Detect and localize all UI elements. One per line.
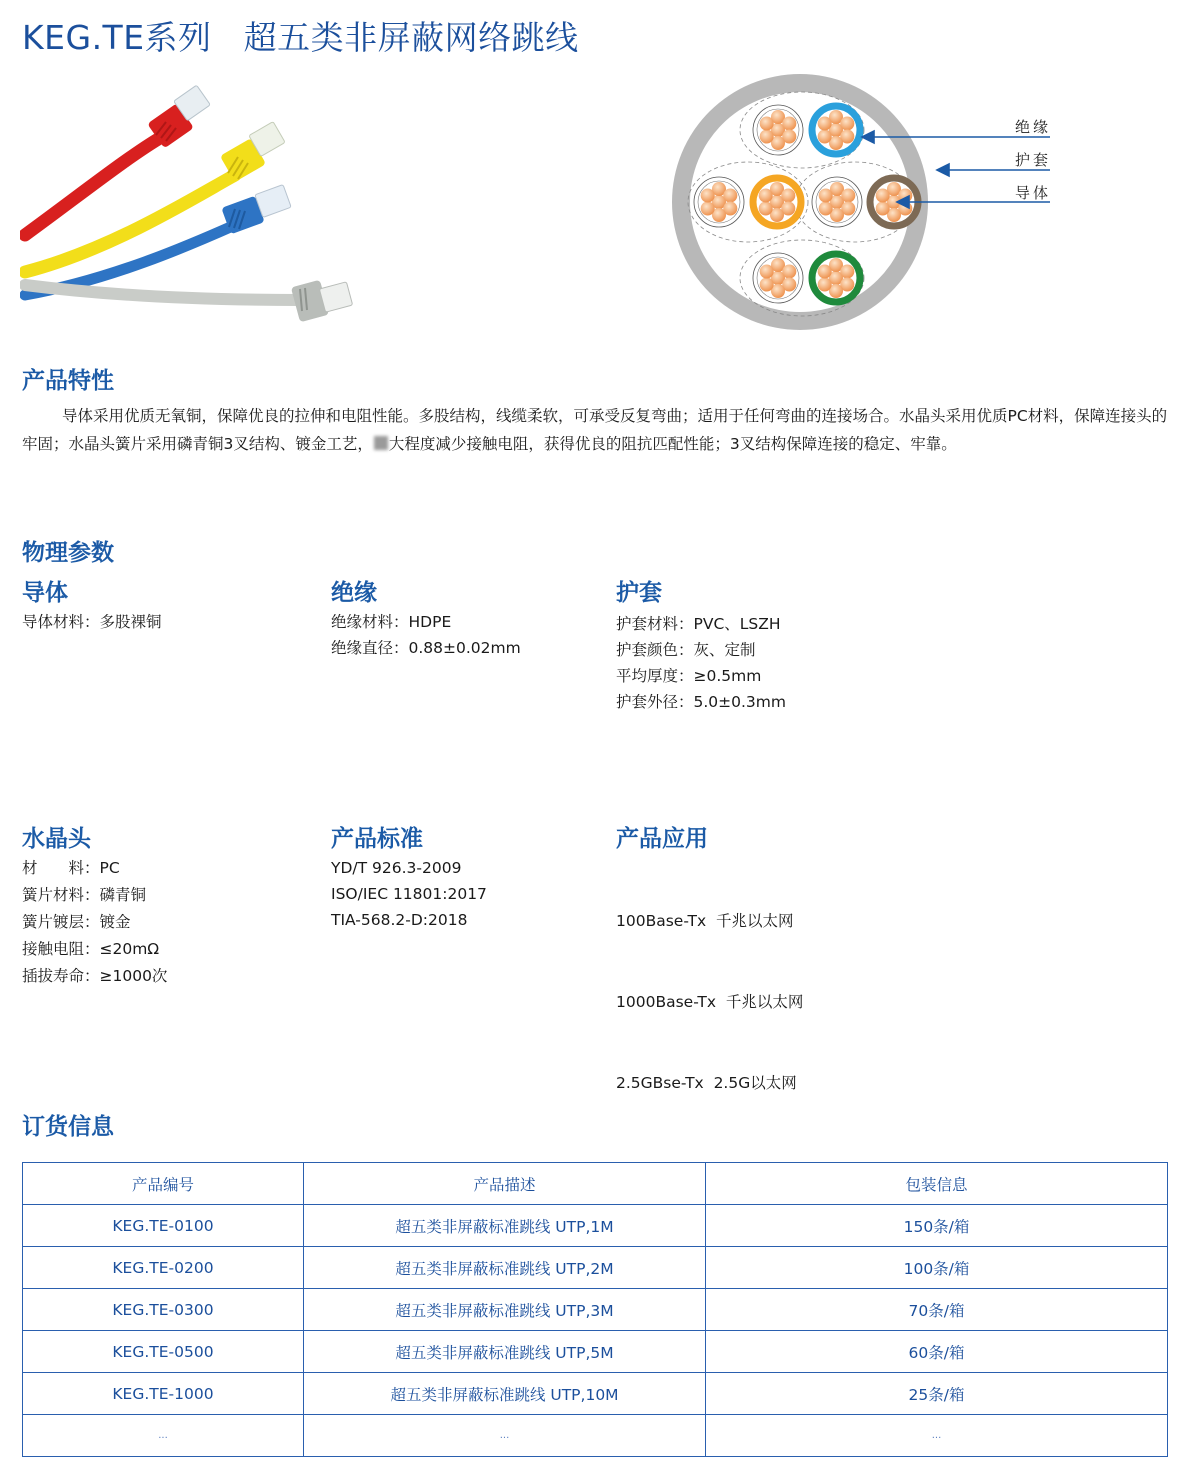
plug-specs xyxy=(22,855,167,990)
applications-list xyxy=(616,856,803,1125)
packaging-cell: 60条/箱 xyxy=(706,1331,1168,1373)
description-cell: 超五类非屏蔽标准跳线 UTP,10M xyxy=(304,1373,706,1415)
page-title xyxy=(22,12,579,59)
ellipsis-cell: ... xyxy=(706,1415,1168,1457)
table-row xyxy=(23,1289,1168,1331)
application-item: 2.5GBse-Tx 2.5G以太网 xyxy=(616,1074,797,1092)
packaging-cell: 70条/箱 xyxy=(706,1289,1168,1331)
spec-item: 护套外径：5.0±0.3mm xyxy=(616,693,786,711)
spec-item: 护套颜色：灰、定制 xyxy=(616,641,756,659)
spec-item: 材 料：PC xyxy=(22,859,120,877)
conductor-heading: 导体 xyxy=(22,580,68,606)
series-name: KEG.TE系列 xyxy=(22,18,212,57)
redacted-mark xyxy=(374,436,388,450)
column-header-packaging: 包装信息 xyxy=(706,1163,1168,1205)
cable-cross-section-diagram xyxy=(660,60,1080,350)
spec-item: 插拔寿命：≥1000次 xyxy=(22,967,168,985)
table-row xyxy=(23,1373,1168,1415)
spec-item: 簧片镀层：镀金 xyxy=(22,913,131,931)
table-header-row xyxy=(23,1163,1168,1205)
packaging-cell: 150条/箱 xyxy=(706,1205,1168,1247)
column-header-part-number: 产品编号 xyxy=(23,1163,304,1205)
spec-item: 平均厚度：≥0.5mm xyxy=(616,667,762,685)
description-cell: 超五类非屏蔽标准跳线 UTP,1M xyxy=(304,1205,706,1247)
packaging-cell: 25条/箱 xyxy=(706,1373,1168,1415)
insulation-specs xyxy=(331,609,521,661)
features-paragraph xyxy=(22,402,1172,458)
description-cell: 超五类非屏蔽标准跳线 UTP,2M xyxy=(304,1247,706,1289)
physical-params-heading: 物理参数 xyxy=(22,540,114,566)
ordering-table xyxy=(22,1162,1168,1457)
part-number-cell: KEG.TE-0200 xyxy=(23,1247,304,1289)
features-text-part1: 导体采用优质无氧铜，保障优良的拉伸和电阻性能。多股结构，线缆柔软，可承受反复弯曲；适用于任何弯曲的连接场合。水晶头采用优质PC材料，保障连接头的牢固；水晶头簧片采用磷青铜3叉结构、镀金工艺， xyxy=(22,407,1168,453)
description-cell: 超五类非屏蔽标准跳线 UTP,5M xyxy=(304,1331,706,1373)
plug-heading: 水晶头 xyxy=(22,826,91,852)
standard-item: YD/T 926.3-2009 xyxy=(331,859,462,877)
spec-item: 绝缘直径：0.88±0.02mm xyxy=(331,639,521,657)
insulation-heading: 绝缘 xyxy=(331,580,377,606)
part-number-cell: KEG.TE-1000 xyxy=(23,1373,304,1415)
spec-item: 护套材料：PVC、LSZH xyxy=(616,615,781,633)
application-item: 1000Base-Tx 千兆以太网 xyxy=(616,993,804,1011)
table-row xyxy=(23,1247,1168,1289)
table-row xyxy=(23,1205,1168,1247)
ellipsis-cell: ... xyxy=(23,1415,304,1457)
spec-item: 绝缘材料：HDPE xyxy=(331,613,452,631)
diagram-label-jacket: 护套 xyxy=(1015,151,1052,169)
standard-item: ISO/IEC 11801:2017 xyxy=(331,885,487,903)
features-heading: 产品特性 xyxy=(22,368,114,394)
ordering-heading: 订货信息 xyxy=(22,1114,114,1140)
standards-list xyxy=(331,855,487,933)
patch-cables-photo xyxy=(20,75,365,335)
part-number-cell: KEG.TE-0500 xyxy=(23,1331,304,1373)
table-row-ellipsis xyxy=(23,1415,1168,1457)
jacket-specs xyxy=(616,611,786,715)
applications-heading: 产品应用 xyxy=(616,826,708,852)
diagram-label-conductor: 导体 xyxy=(1015,184,1052,202)
column-header-description: 产品描述 xyxy=(304,1163,706,1205)
ellipsis-cell: ... xyxy=(304,1415,706,1457)
standards-heading: 产品标准 xyxy=(331,826,423,852)
product-name: 超五类非屏蔽网络跳线 xyxy=(243,18,579,57)
features-text-part2: 大程度减少接触电阻，获得优良的阻抗匹配性能；3叉结构保障连接的稳定、牢靠。 xyxy=(388,435,957,453)
spec-item: 簧片材料：磷青铜 xyxy=(22,886,147,904)
standard-item: TIA-568.2-D:2018 xyxy=(331,911,468,929)
spec-item: 导体材料：多股裸铜 xyxy=(22,613,162,631)
conductor-specs xyxy=(22,609,162,635)
jacket-heading: 护套 xyxy=(616,580,662,606)
diagram-label-insulation: 绝缘 xyxy=(1015,118,1052,136)
packaging-cell: 100条/箱 xyxy=(706,1247,1168,1289)
spec-item: 接触电阻：≤20mΩ xyxy=(22,940,160,958)
part-number-cell: KEG.TE-0100 xyxy=(23,1205,304,1247)
application-item: 100Base-Tx 千兆以太网 xyxy=(616,912,794,930)
table-row xyxy=(23,1331,1168,1373)
description-cell: 超五类非屏蔽标准跳线 UTP,3M xyxy=(304,1289,706,1331)
part-number-cell: KEG.TE-0300 xyxy=(23,1289,304,1331)
